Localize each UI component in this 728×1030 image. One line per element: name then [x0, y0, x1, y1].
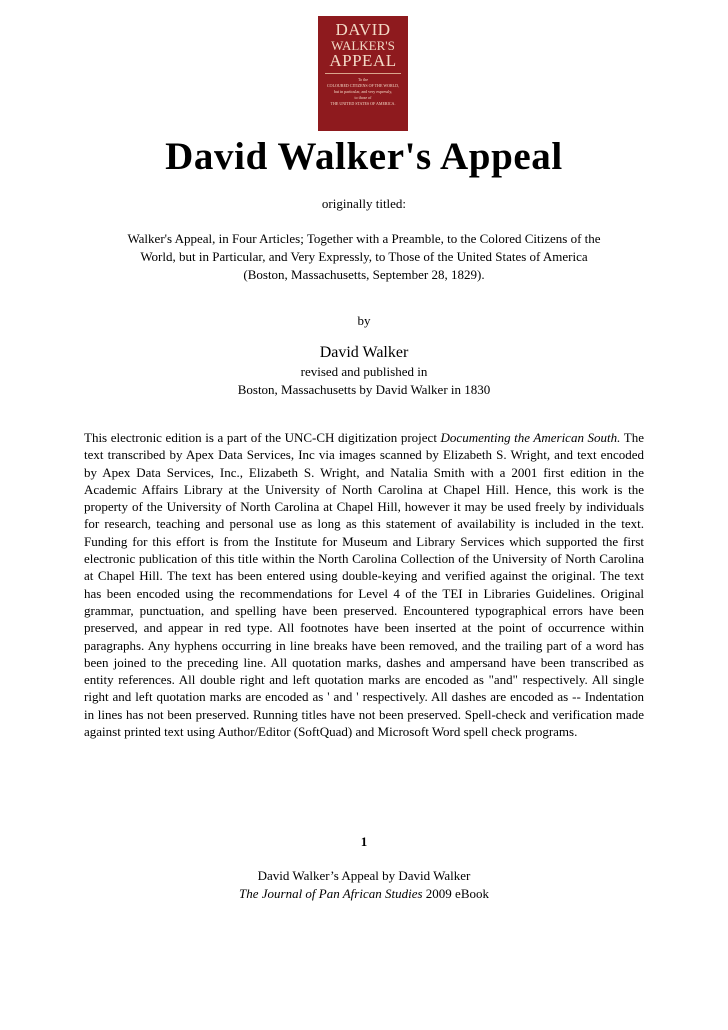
originally-titled-label: originally titled:	[321, 196, 407, 211]
journal-name: The Journal of Pan African Studies	[238, 886, 423, 901]
statement-part-2: The text transcribed by Apex Data Services, Inc via images scanned by Elizabeth S. Wright, and text encoded by Apex Data Services, Inc., Elizabeth S. Wright, and Natalia Smith with a 2001 first edition in the Academic Affairs Library at the University of North Carolina at Chapel Hill. Hence, this work is the property of the University of North Carolina at Chapel Hill, however it may be used freely by individuals for research, teaching and personal use as long as this statement of availability is included in the text. Funding for this effort is from the Institute for Museum and Library Services which supported the first electronic publication of this title within the North Carolina Collection of the University of North Carolina at Chapel Hill. The text has been entered using double-keying and verified against the original. The text has been encoded using the recommendations for Level 4 of the TEI in Libraries Guidelines. Original grammar, punctuation, and spelling have been preserved. Encountered typographical errors have been preserved, and appear in red type. All footnotes have been inserted at the point of occurrence within paragraphs. Any hyphens occurring in line breaks have been removed, and the trailing part of a word has been joined to the preceding line. All quotation marks, dashes and ampersand have been transcribed as entity references. All double right and left quotation marks are encoded as "and" respectively. All single right and left quotation marks are encoded as ' and ' respectively. All dashes are encoded as -- Indentation in lines has not been preserved. Running titles have not been preserved. Spell-check and verification made against printed text using Author/Editor (SoftQuad) and Microsoft Word spell check programs.	[84, 430, 644, 740]
page-number: 1	[360, 834, 368, 849]
footer-edition: 2009 eBook	[422, 886, 489, 901]
cover-small-line-1: To the	[357, 77, 369, 82]
cover-small-line-4: to those of	[354, 95, 372, 100]
page-title: David Walker's Appeal	[165, 135, 563, 178]
original-title-line-2: World, but in Particular, and Very Expressly, to Those of the United States of America	[140, 249, 588, 264]
by-label: by	[357, 313, 371, 328]
cover-title-line-2: WALKER'S	[331, 38, 395, 53]
original-full-title	[0, 230, 728, 284]
cover-small-line-5: THE UNITED STATES OF AMERICA.	[330, 101, 396, 106]
statement-part-1: This electronic edition is a part of the UNC-CH digitization project	[84, 430, 441, 445]
revised-label: revised and published in	[300, 364, 428, 379]
footer-line-2	[0, 885, 728, 903]
original-title-line-3: (Boston, Massachusetts, September 28, 1829).	[243, 267, 485, 282]
cover-small-line-3: but in particular, and very expressly,	[333, 89, 393, 94]
project-name: Documenting the American South.	[440, 430, 621, 445]
cover-title-line-1: DAVID	[335, 20, 391, 39]
revised-place: Boston, Massachusetts by David Walker in 1830	[237, 382, 491, 397]
original-title-line-1: Walker's Appeal, in Four Articles; Together with a Preamble, to the Colored Citizens of the	[127, 231, 601, 246]
book-cover-image	[318, 16, 408, 131]
cover-title-line-3: APPEAL	[329, 51, 397, 70]
footer-line-1: David Walker’s Appeal by David Walker	[257, 868, 471, 883]
cover-divider	[325, 73, 401, 74]
availability-statement	[84, 429, 644, 740]
cover-small-line-2: COLOURED CITIZENS OF THE WORLD,	[327, 83, 399, 88]
author-name: David Walker	[319, 344, 409, 361]
